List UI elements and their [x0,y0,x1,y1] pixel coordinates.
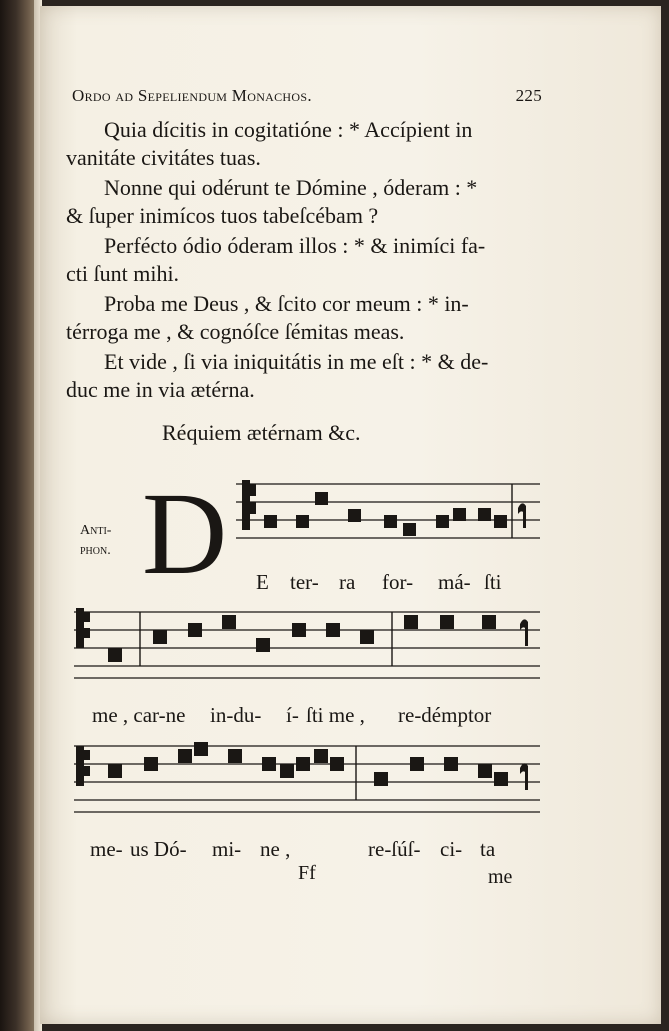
antiphon-label [80,521,111,561]
chant-staff-3 [74,740,542,818]
header-title: Ordo ad Sepeliendum Monachos. [72,86,312,105]
psalm-line: & ſuper inimícos tuos tabeſcébam ? [66,203,379,228]
running-header [72,86,542,106]
psalm-line: vanitáte civitátes tuas. [66,145,261,170]
rubric-line: Réquiem ætérnam &c. [162,420,361,445]
neume-note [296,515,309,528]
drop-cap-letter: D [142,468,228,599]
neume-note [410,757,424,771]
lyric-syllable: me- [90,837,123,861]
neume-note [264,515,277,528]
catchword: me [488,866,513,888]
custos-icon [520,619,528,646]
neume-note [256,638,270,652]
neume-note [444,757,458,771]
neume-note [188,623,202,637]
c-clef-icon [76,608,90,648]
neume-note [478,508,491,521]
psalm-line: cti ſunt mihi. [66,261,180,286]
neume-note [440,615,454,629]
neume-note [228,749,242,763]
neume-note [296,757,310,771]
lyric-syllable: in-du- [210,703,262,727]
antiphon-label-line: Anti- [80,523,112,538]
lyric-syllable: re-ſúſ- [368,837,421,861]
c-clef-icon [76,746,90,786]
lyric-syllable: E [256,570,269,594]
neume-note [326,623,340,637]
neume-note [194,742,208,756]
lyric-syllable: me , car-ne [92,703,186,727]
lyric-syllable: ſti me , [306,703,365,727]
chant-staff-1 [236,478,542,552]
neume-note [315,492,328,505]
neume-note [348,509,361,522]
custos-icon [520,763,528,790]
neume-note [482,615,496,629]
lyric-syllable: ne , [260,837,291,861]
neume-note [108,648,122,662]
psalm-line: Perfécto ódio óderam illos : * & inimíci fa- [104,233,486,258]
neume-note [144,757,158,771]
neume-note [384,515,397,528]
lyric-syllable: í- [286,703,299,727]
psalm-line: Nonne qui odérunt te Dómine , óderam : * [104,175,478,200]
neume-note [360,630,374,644]
neume-note [292,623,306,637]
neume-note [262,757,276,771]
neume-note [108,764,122,778]
psalm-line: Quia dícitis in cogitatióne : * Accípient in [104,117,473,142]
neume-note [222,615,236,629]
neume-note [494,772,508,786]
neume-note [178,749,192,763]
lyric-syllable: ſti [484,570,502,594]
lyric-syllable: mi- [212,837,242,861]
antiphon-label-line: phon. [80,543,111,558]
neume-note [403,523,416,536]
neume-note [330,757,344,771]
c-clef-icon [242,480,256,530]
neume-note [494,515,507,528]
neume-note [314,749,328,763]
chant-staff-2 [74,606,542,684]
neume-note [436,515,449,528]
lyric-syllable: ter- [290,570,319,594]
signature-mark: Ff [298,862,316,884]
lyric-syllable: us Dó- [130,837,187,861]
lyric-syllable: ta [480,837,496,861]
psalm-line: térroga me , & cognóſce ſémitas meas. [66,319,405,344]
lyric-syllable: ci- [440,837,463,861]
neume-note [478,764,492,778]
lyric-syllable: re-démptor [398,703,492,727]
neume-note [374,772,388,786]
page-number: 225 [515,86,542,105]
psalm-line: Et vide , ſi via iniquitátis in me eſt : * & de- [104,349,489,374]
psalm-line: Proba me Deus , & ſcito cor meum : * in- [104,291,469,316]
neume-note [280,764,294,778]
psalm-line: duc me in via ætérna. [66,377,255,402]
lyric-syllable: ra [339,570,356,594]
neume-note [153,630,167,644]
lyric-syllable: má- [438,570,471,594]
lyric-syllable: for- [382,570,414,594]
neume-note [453,508,466,521]
neume-note [404,615,418,629]
custos-icon [518,503,526,528]
